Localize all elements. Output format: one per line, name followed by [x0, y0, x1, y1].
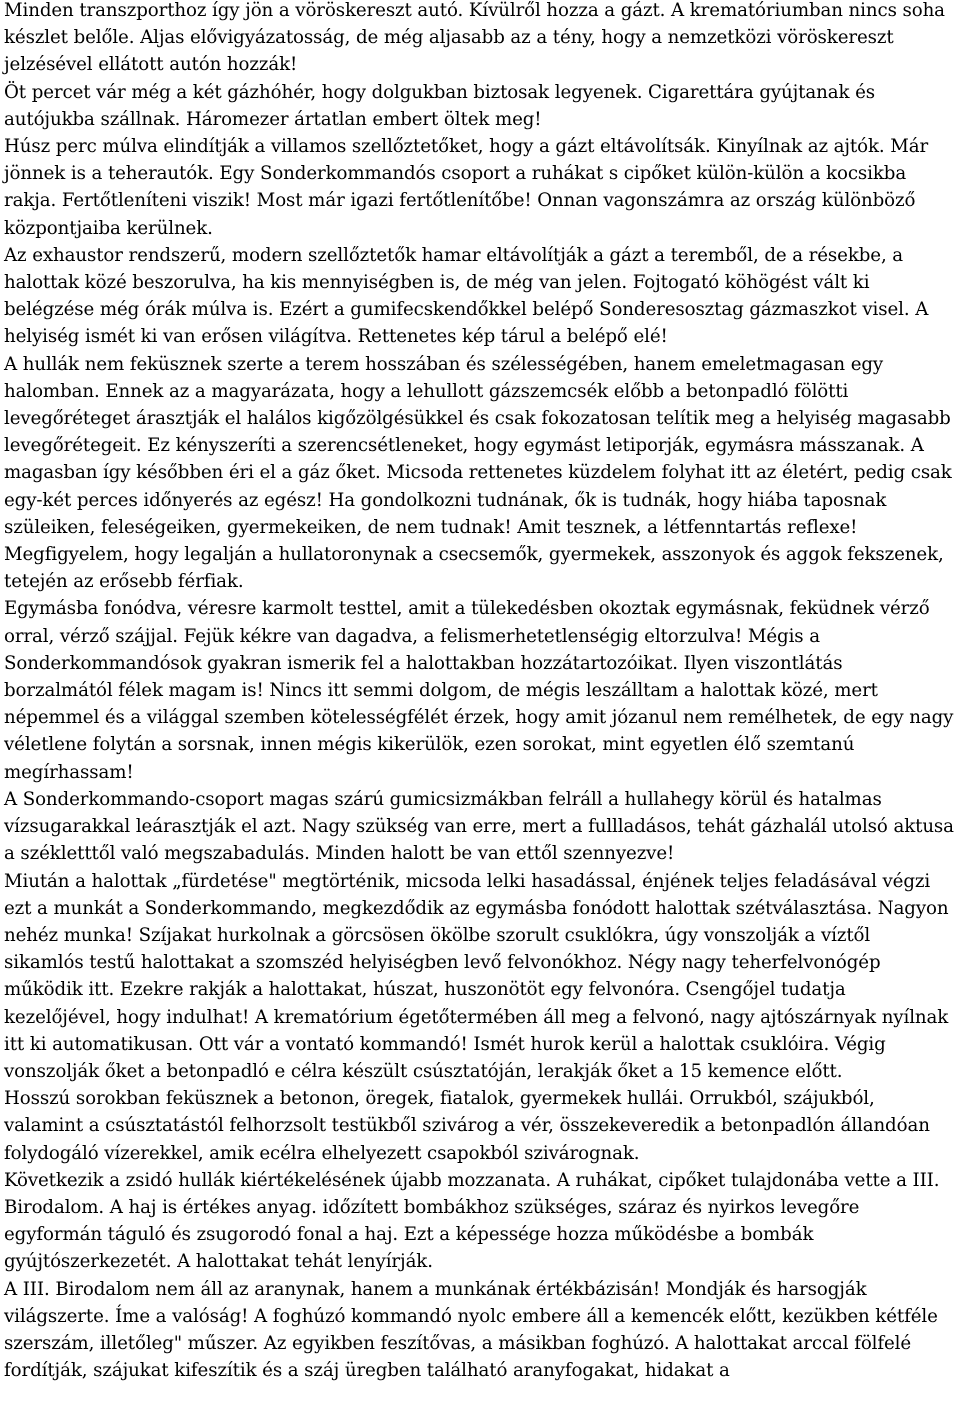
paragraph-11: A III. Birodalom nem áll az aranynak, hanem a munkának értékbázisán! Mondják és harsogják világszerte. Íme a valóság! A foghúzó kommandó nyolc embere áll a kemencék előtt, kezükben kétféle szerszám, illetőleg" műszer. Az egyikben feszítővas, a másikban foghúzó. A halottakat arccal fölfelé fordítják, szájukat kifeszítik és a száj üregben található aranyfogakat, hidakat a — [4, 1278, 938, 1382]
paragraph-5: A hullák nem feküsznek szerte a terem hosszában és szélességében, hanem emeletmagasan egy halomban. Ennek az a magyarázata, hogy a lehullott gázszemcsék előbb a betonpadló fölötti levegőréteget árasztják el halálos kigőzölgésükkel és csak fokozatosan telítik meg a helyiség magasabb levegőrétegeit. Ez kényszeríti a szerencsétleneket, hogy egymást letiporják, egymásra másszanak. A magasban így későbben éri el a gáz őket. Micsoda rettenetes küzdelem folyhat itt az életért, pedig csak egy-két perces időnyerés az egész! Ha gondolkozni tudnának, ők is tudnák, hogy hiába taposnak szüleiken, feleségeiken, gyermekeiken, de nem tudnak! Amit tesznek, a létfenntartás reflexe! Megfigyelem, hogy legalján a hullatoronynak a csecsemők, gyermekek, asszonyok és aggok fekszenek, tetején az erősebb férfiak. — [4, 353, 952, 593]
paragraph-4: Az exhaustor rendszerű, modern szellőztetők hamar eltávolítják a gázt a teremből, de a résekbe, a halottak közé beszorulva, ha kis mennyiségben is, de még van jelen. Fojtogató köhögést vált ki belégzése még órák múlva is. Ezért a gumifecskendőkkel belépő Sonderesosztag gázmaszkot visel. A helyiség ismét ki van erősen világítva. Rettenetes kép tárul a belépő elé! — [4, 244, 929, 348]
paragraph-7: A Sonderkommando-csoport magas szárú gumicsizmákban felráll a hullahegy körül és hatalmas vízsugarakkal leárasztják el azt. Nagy szükség van erre, mert a fullladásos, tehát gázhalál utolsó aktusa a székletttől való megszabadulás. Minden halott be van ettől szennyezve! — [4, 788, 954, 865]
paragraph-1: Minden transzporthoz így jön a vöröskereszt autó. Kívülről hozza a gázt. A krematóriumban nincs soha készlet belőle. Aljas elővigyázatosság, de még aljasabb az a tény, hogy a nemzetközi vöröskereszt jelzésével ellátott autón hozzák! — [4, 0, 945, 76]
paragraph-2: Öt percet vár még a két gázhóhér, hogy dolgukban biztosak legyenek. Cigarettára gyújtanak és autójukba szállnak. Háromezer ártatlan embert öltek meg! — [4, 81, 875, 130]
paragraph-8: Miután a halottak „fürdetése" megtörténik, micsoda lelki hasadással, énjének teljes feladásával végzi ezt a munkát a Sonderkommando, megkezdődik az egymásba fonódott halottak szétválasztása. Nagyon nehéz munka! Szíjakat hurkolnak a görcsösen ökölbe szorult csuklókra, úgy vonszolják a víztől sikamlós testű halottakat a szomszéd helyiségben levő felvonókhoz. Négy nagy teherfelvonógép működik itt. Ezekre rakják a halottakat, húszat, huszonötöt egy felvonóra. Csengőjel tudatja kezelőjével, hogy indulhat! A krematórium égetőtermében áll meg a felvonó, nagy ajtószárnyak nyílnak itt ki automatikusan. Ott vár a vontató kommandó! Ismét hurok kerül a halottak csuklóira. Végig vonszolják őket a betonpadló e célra készült csúsztatóján, lerakják őket a 15 kemence előtt. — [4, 870, 949, 1082]
paragraph-6: Egymásba fonódva, véresre karmolt testtel, amit a tülekedésben okoztak egymásnak, feküdnek vérző orral, vérző szájjal. Fejük kékre van dagadva, a felismerhetetlenségig eltorzulva! Mégis a Sonderkommandósok gyakran ismerik fel a halottakban hozzátartozóikat. Ilyen viszontlátás borzalmától félek magam is! Nincs itt semmi dolgom, de mégis leszálltam a halottak közé, mert népemmel és a világgal szemben kötelességfélét érzek, hogy amit józanul nem remélhetek, de egy nagy véletlene folytán a sorsnak, innen mégis kikerülök, ezen sorokat, mint egyetlen élő szemtanú megírhassam! — [4, 598, 954, 783]
paragraph-9: Hosszú sorokban feküsznek a betonon, öregek, fiatalok, gyermekek hullái. Orrukból, szájukból, valamint a csúsztatástól felhorzsolt testükből szivárog a vér, összekeveredik a betonpadlón állandóan folydogáló vízerekkel, amik ecélra elhelyezett csapokból szivárognak. — [4, 1088, 930, 1164]
paragraph-3: Húsz perc múlva elindítják a villamos szellőztetőket, hogy a gázt eltávolítsák. Kinyílnak az ajtók. Már jönnek is a teherautók. Egy Sonderkommandós csoport a ruhákat s cipőket külön-külön a kocsikba rakja. Fertőtleníteni viszik! Most már igazi fertőtlenítőbe! Onnan vagonszámra az ország különböző központjaiba kerülnek. — [4, 136, 929, 239]
document-page — [4, 0, 954, 1384]
paragraph-10: Következik a zsidó hullák kiértékelésének újabb mozzanata. A ruhákat, cipőket tulajdonába vette a III. Birodalom. A haj is értékes anyag. időzített bombákhoz szükséges, száraz és nyirkos levegőre egyformán táguló és zsugorodó fonal a haj. Ezt a képessége hozza működésbe a bombák gyújtószerkezetét. A halottakat tehát lenyírják. — [4, 1169, 940, 1273]
